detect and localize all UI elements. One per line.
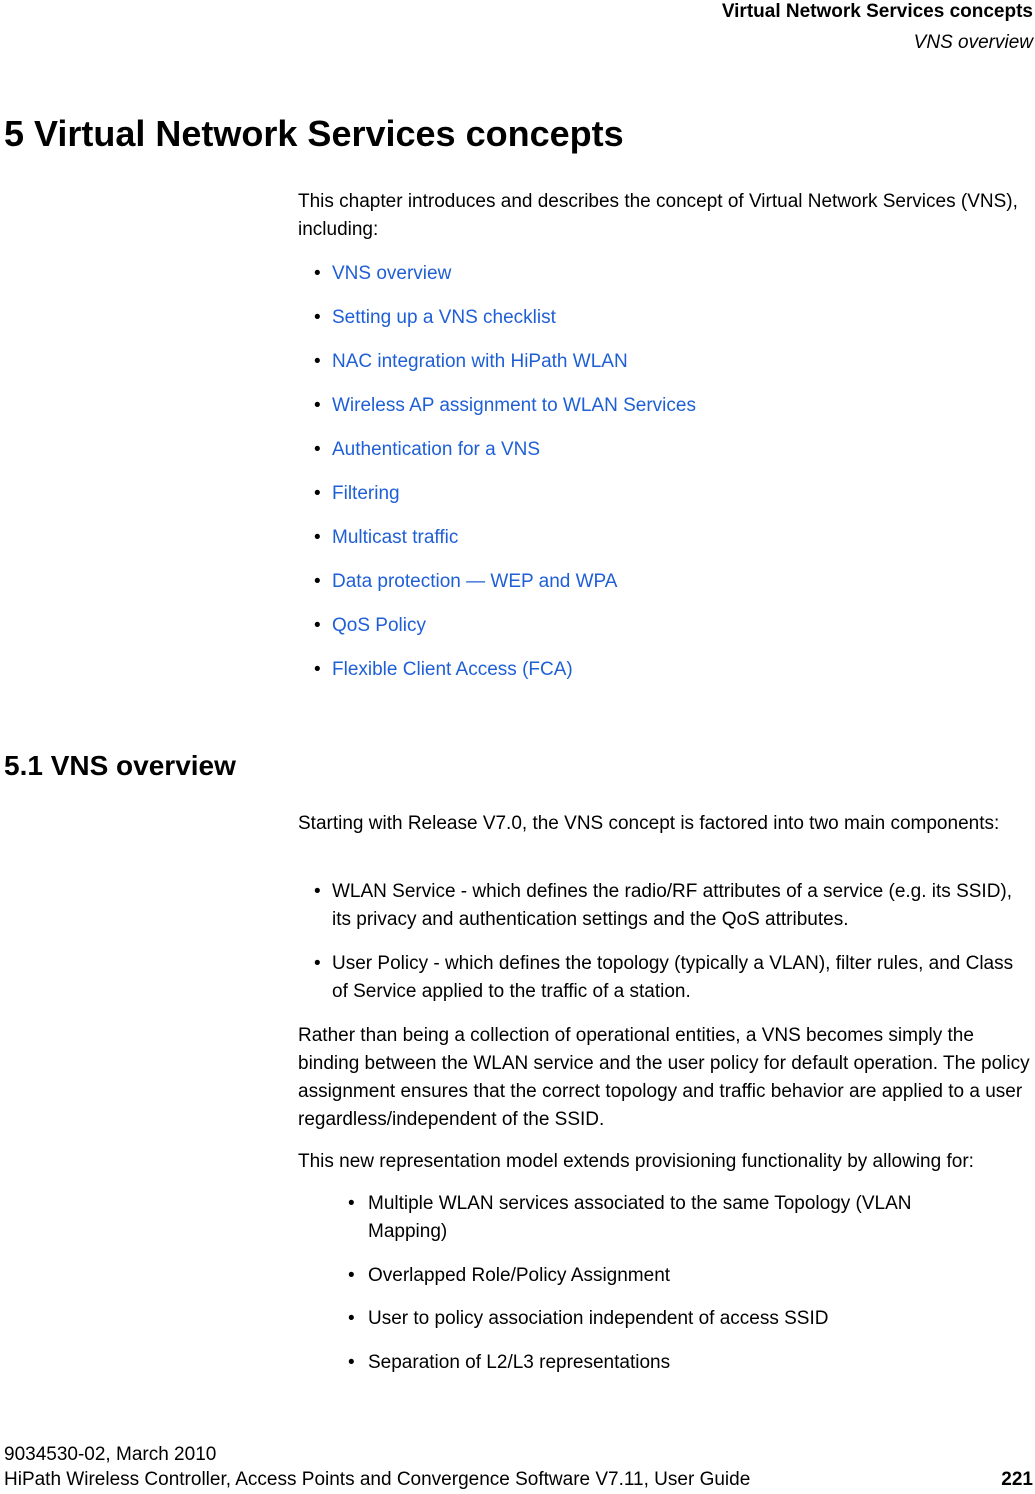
bullet-icon: • (314, 263, 321, 284)
link-multicast-traffic[interactable]: Multicast traffic (332, 527, 459, 548)
feature-text: Separation of L2/L3 representations (368, 1352, 671, 1373)
running-header-title: Virtual Network Services concepts (721, 1, 1033, 22)
chapter-title: 5 Virtual Network Services concepts (4, 113, 624, 154)
component-text: User Policy - which defines the topology (typically a VLAN), filter rules, and Class of Service applied to the traffic of a station. (332, 953, 1014, 1002)
bullet-icon: • (314, 615, 321, 636)
bullet-icon: • (314, 527, 321, 548)
feature-text: User to policy association independent of access SSID (368, 1308, 829, 1329)
bullet-icon: • (314, 439, 321, 460)
bullet-icon: • (314, 351, 321, 372)
bullet-icon: • (348, 1308, 355, 1329)
link-qos-policy[interactable]: QoS Policy (332, 615, 426, 636)
bullet-icon: • (348, 1265, 355, 1286)
section-paragraph: Rather than being a collection of operational entities, a VNS becomes simply the binding between the WLAN service and the user policy for default operation. The policy assignment ensures that the correct topology and traffic behavior are applied to a user regardless/independent of the SSID. (298, 1025, 1030, 1130)
page-footer (4, 1442, 750, 1492)
page-number: 221 (1001, 1469, 1033, 1490)
link-data-protection[interactable]: Data protection — WEP and WPA (332, 571, 618, 592)
link-nac-integration[interactable]: NAC integration with HiPath WLAN (332, 351, 628, 372)
section-paragraph: This new representation model extends provisioning functionality by allowing for: (298, 1151, 974, 1172)
footer-document-id: 9034530-02, March 2010 (4, 1444, 217, 1465)
link-setting-up-vns-checklist[interactable]: Setting up a VNS checklist (332, 307, 556, 328)
bullet-icon: • (314, 483, 321, 504)
running-header (722, 0, 1033, 55)
chapter-intro: This chapter introduces and describes the concept of Virtual Network Services (VNS), including: (298, 191, 1018, 240)
bullet-icon: • (314, 659, 321, 680)
bullet-icon: • (314, 953, 321, 974)
bullet-icon: • (348, 1352, 355, 1373)
bullet-icon: • (314, 571, 321, 592)
bullet-icon: • (348, 1193, 355, 1214)
link-wireless-ap-assignment[interactable]: Wireless AP assignment to WLAN Services (332, 395, 696, 416)
bullet-icon: • (314, 881, 321, 902)
feature-text: Overlapped Role/Policy Assignment (368, 1265, 671, 1286)
footer-document-title: HiPath Wireless Controller, Access Points and Convergence Software V7.11, User Guide (4, 1469, 751, 1490)
bullet-icon: • (314, 395, 321, 416)
link-authentication[interactable]: Authentication for a VNS (332, 439, 541, 460)
section-paragraph: Starting with Release V7.0, the VNS concept is factored into two main components: (298, 813, 1000, 834)
feature-text: Multiple WLAN services associated to the same Topology (VLAN Mapping) (368, 1193, 912, 1242)
link-filtering[interactable]: Filtering (332, 483, 400, 504)
link-vns-overview[interactable]: VNS overview (332, 263, 452, 284)
link-flexible-client-access[interactable]: Flexible Client Access (FCA) (332, 659, 573, 680)
section-title: 5.1 VNS overview (4, 750, 236, 781)
bullet-icon: • (314, 307, 321, 328)
running-header-subtitle: VNS overview (913, 32, 1033, 53)
component-text: WLAN Service - which defines the radio/RF attributes of a service (e.g. its SSID), its privacy and authentication settings and the QoS attributes. (332, 881, 1013, 930)
